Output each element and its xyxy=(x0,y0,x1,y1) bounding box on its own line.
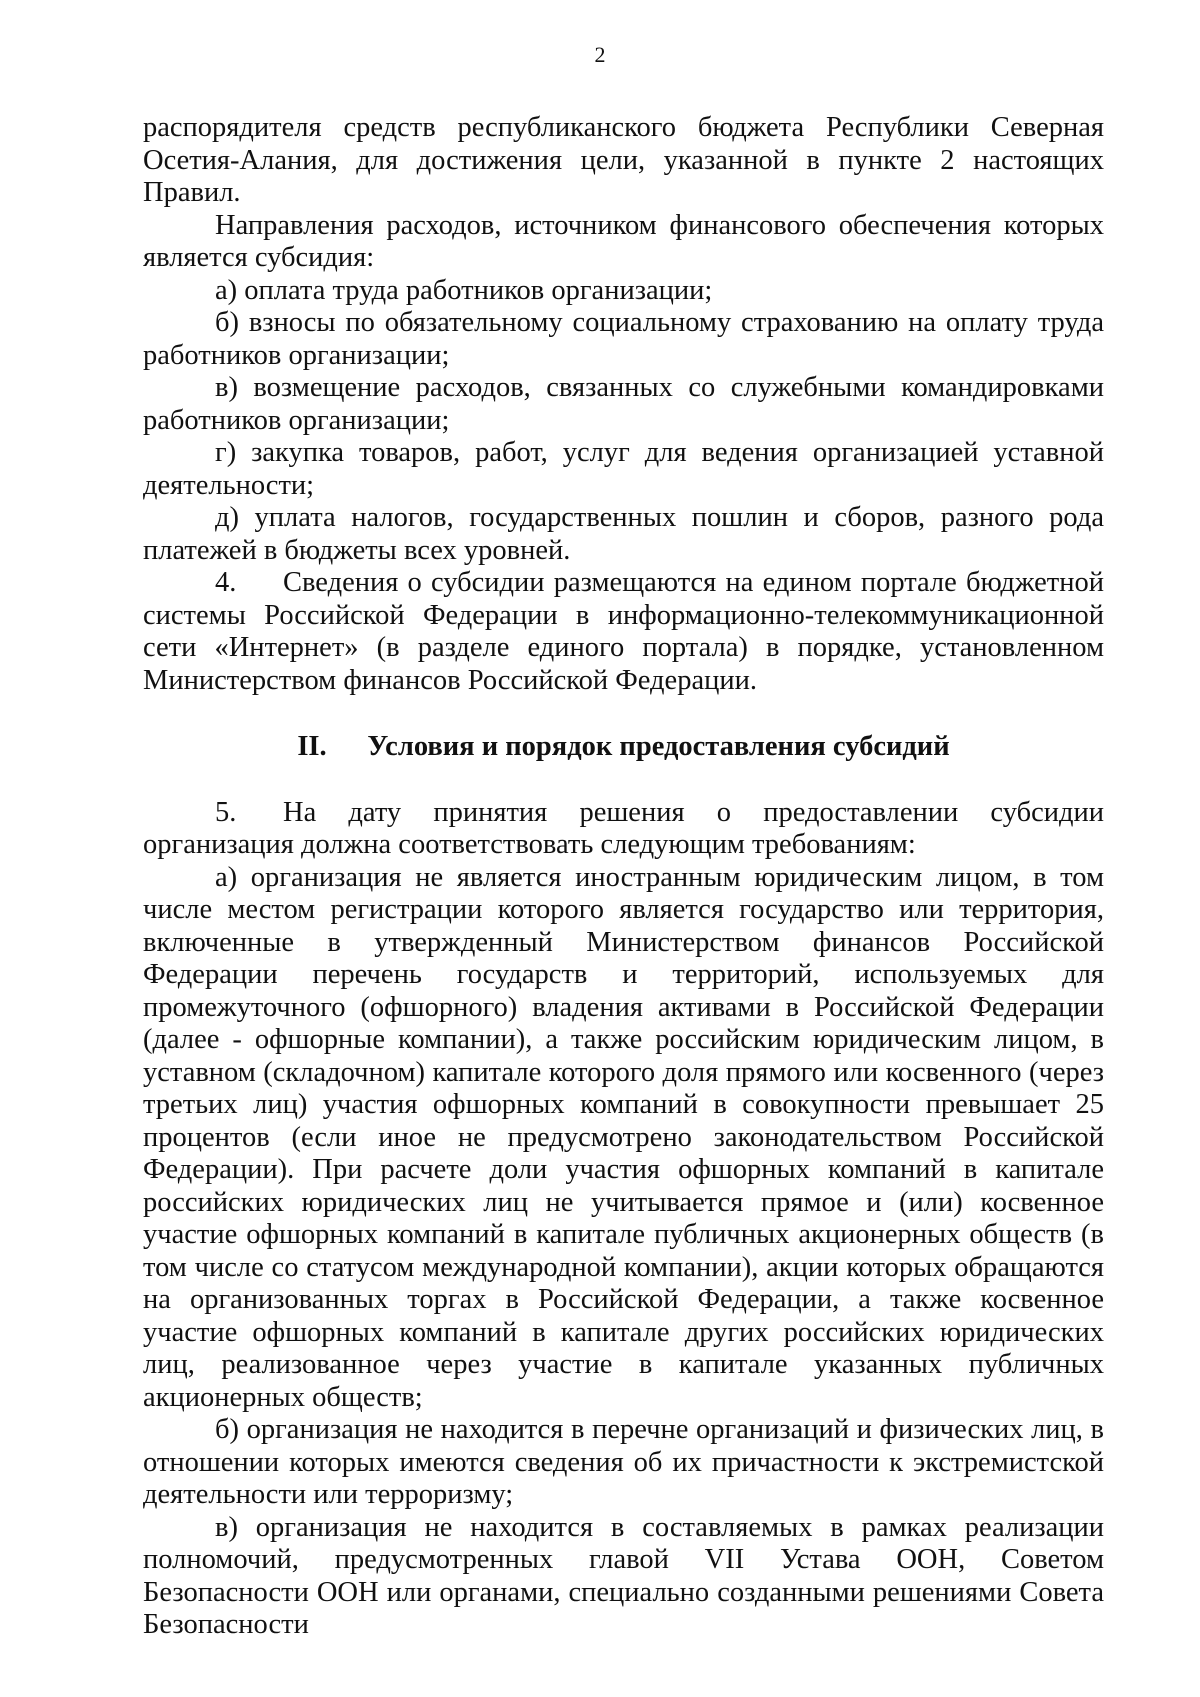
paragraph-continuation: распорядителя средств республиканского бюджета Республики Северная Осетия-Алания, для достижения цели, указанной в пункте 2 настоящих Правил. xyxy=(143,112,1104,208)
requirement-v-un-lists: в) организация не находится в составляемых в рамках реализации полномочий, предусмотренных главой VII Устава ООН, Советом Безопасности ООН или органами, специально созданными решениями Совета Безопасности xyxy=(143,1511,1104,1640)
list-item-d-taxes: д) уплата налогов, государственных пошлин и сборов, разного рода платежей в бюджеты всех уровней. xyxy=(143,502,1104,566)
page-number: 2 xyxy=(594,42,606,67)
document-body xyxy=(143,112,1104,1642)
item-4-text: Сведения о субсидии размещаются на едином портале бюджетной системы Российской Федерации в информационно-телекоммуникационной сети «Интернет» (в разделе единого портала) в порядке, установленном Министерством финансов Российской Федерации. xyxy=(143,567,1104,696)
requirement-b-extremism: б) организация не находится в перечне организаций и физических лиц, в отношении которых имеются сведения об их причастности к экстремистской деятельности или терроризму; xyxy=(143,1414,1104,1510)
item-5-text: На дату принятия решения о предоставлении субсидии организация должна соответствовать следующим требованиям: xyxy=(143,796,1104,860)
list-item-v-travel: в) возмещение расходов, связанных со служебными командировками работников организации; xyxy=(143,372,1104,436)
list-item-a-salary: а) оплата труда работников организации; xyxy=(215,274,713,306)
section-heading xyxy=(143,731,1104,764)
paragraph-expense-directions: Направления расходов, источником финансового обеспечения которых является субсидия: xyxy=(143,209,1104,273)
section-title: Условия и порядок предоставления субсидий xyxy=(367,731,950,762)
requirement-a-offshore: а) организация не является иностранным юридическим лицом, в том числе местом регистрации которого является государство или территория, включенные в утвержденный Министерством финансов Российской Федерации перечень государств и территорий, используемых для промежуточного (офшорного) владения активами в Российской Федерации (далее - офшорные компании), а также российским юридическим лицом, в уставном (складочном) капитале которого доля прямого или косвенного (через третьих лиц) участия офшорных компаний в совокупности превышает 25 процентов (если иное не предусмотрено законодательством Российской Федерации). При расчете доли участия офшорных компаний в капитале российских юридических лиц не учитывается прямое и (или) косвенное участие офшорных компаний в капитале публичных акционерных обществ (в том числе со статусом международной компании), акции которых обращаются на организованных торгах в Российской Федерации, а также косвенное участие офшорных компаний в капитале других российских юридических лиц, реализованное через участие в капитале указанных публичных акционерных обществ; xyxy=(143,861,1104,1413)
list-item-g-procurement: г) закупка товаров, работ, услуг для ведения организацией уставной деятельности; xyxy=(143,437,1104,501)
section-number: II. xyxy=(297,731,327,762)
item-4-paragraph xyxy=(143,567,1104,697)
item-4-number: 4. xyxy=(215,567,237,598)
item-5-number: 5. xyxy=(215,796,237,828)
item-5-paragraph xyxy=(143,797,1104,862)
list-item-b-insurance: б) взносы по обязательному социальному страхованию на оплату труда работников организации; xyxy=(143,307,1104,371)
